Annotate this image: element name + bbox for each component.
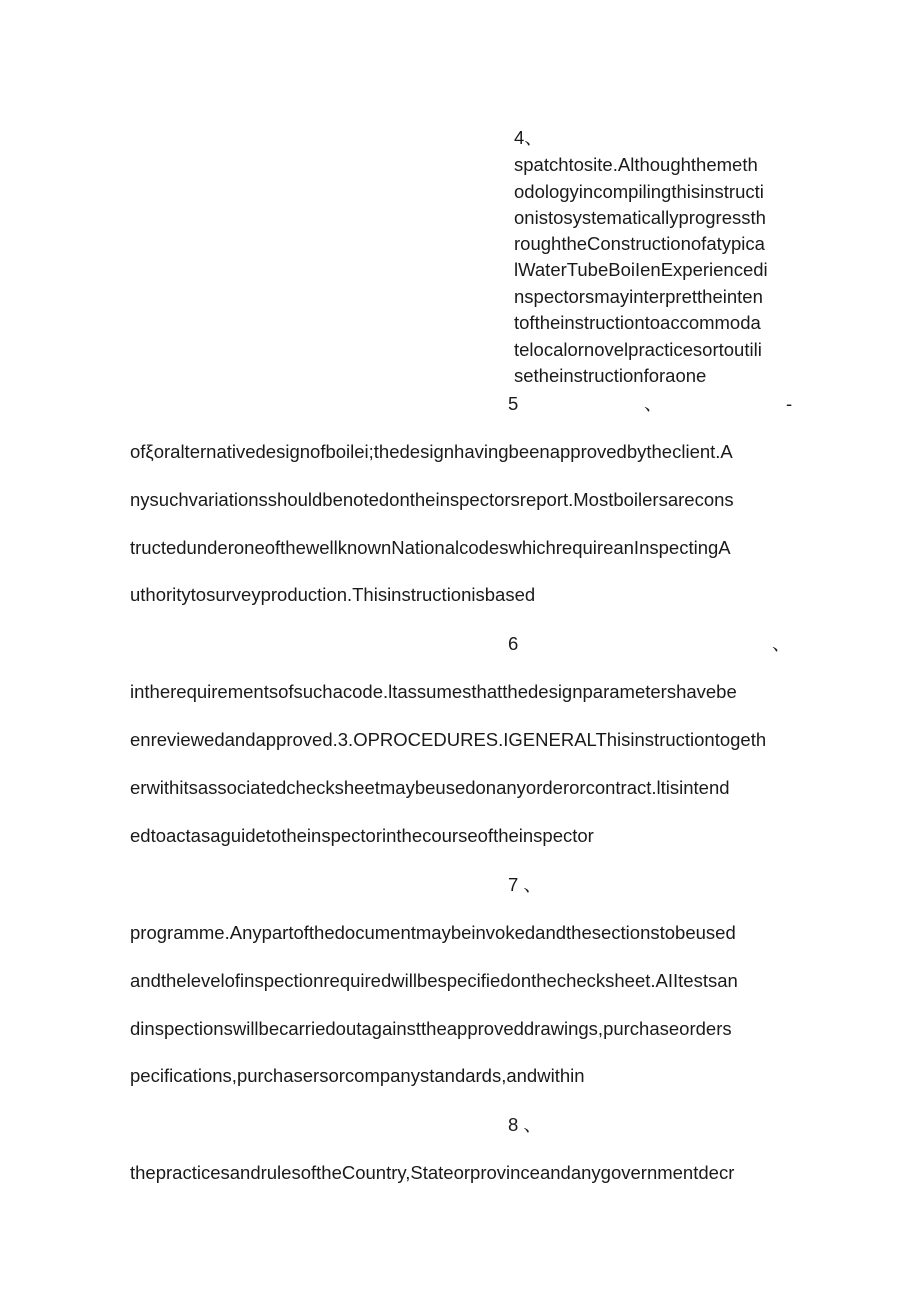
section-marker-6: 6: [508, 633, 519, 654]
paragraph-line: uthoritytosurveyproduction.Thisinstructionisbased: [130, 584, 536, 605]
section-marker-4: 4、: [514, 127, 543, 148]
section-marker-6-separator: 、: [772, 633, 791, 654]
paragraph-line: andthelevelofinspectionrequiredwillbespecifiedonthechecksheet.AIItestsan: [130, 970, 738, 991]
paragraph-line: toftheinstructiontoaccommoda: [514, 312, 761, 333]
paragraph-line: telocalornovelpracticesortoutili: [514, 339, 762, 360]
paragraph-line: ofξoralternativedesignofboilei;thedesignhavingbeenapprovedbytheclient.A: [130, 441, 733, 462]
paragraph-line: programme.Anypartofthedocumentmaybeinvokedandthesectionstobeused: [130, 922, 736, 943]
paragraph-line: odologyincompilingthisinstructi: [514, 181, 764, 202]
paragraph-line: enreviewedandapproved.3.OPROCEDURES.IGENERALThisinstructiontogeth: [130, 729, 767, 750]
paragraph-line: spatchtosite.Althoughthemeth: [514, 154, 758, 175]
paragraph-line: onistosystematicallyprogressth: [514, 207, 766, 228]
section-marker-5-separator: 、: [644, 393, 663, 414]
paragraph-line: roughtheConstructionofatypica: [514, 233, 765, 254]
section-marker-8: 8 、: [508, 1114, 542, 1135]
paragraph-line: intherequirementsofsuchacode.ltassumesthatthedesignparametershavebe: [130, 681, 737, 702]
paragraph-line: pecifications,purchasersorcompanystandards,andwithin: [130, 1065, 585, 1086]
paragraph-line: setheinstructionforaone: [514, 365, 707, 386]
paragraph-line: nspectorsmayinterprettheinten: [514, 286, 763, 307]
section-marker-5-dash: -: [786, 393, 793, 414]
paragraph-line: dinspectionswillbecarriedoutagainsttheapproveddrawings,purchaseorders: [130, 1018, 732, 1039]
paragraph-line: erwithitsassociatedchecksheetmaybeusedonanyorderorcontract.ltisintend: [130, 777, 730, 798]
section-marker-7: 7 、: [508, 874, 542, 895]
paragraph-line: tructedunderoneofthewellknownNationalcodeswhichrequireanInspectingA: [130, 537, 731, 558]
paragraph-line: nysuchvariationsshouldbenotedontheinspectorsreport.Mostboilersarecons: [130, 489, 734, 510]
paragraph-line: thepracticesandrulesoftheCountry,Stateorprovinceandanygovernmentdecr: [130, 1162, 735, 1183]
paragraph-line: lWaterTubeBoiIenExperiencedi: [514, 259, 768, 280]
paragraph-line: edtoactasaguidetotheinspectorinthecourseoftheinspector: [130, 825, 594, 846]
section-marker-5: 5: [508, 393, 519, 414]
